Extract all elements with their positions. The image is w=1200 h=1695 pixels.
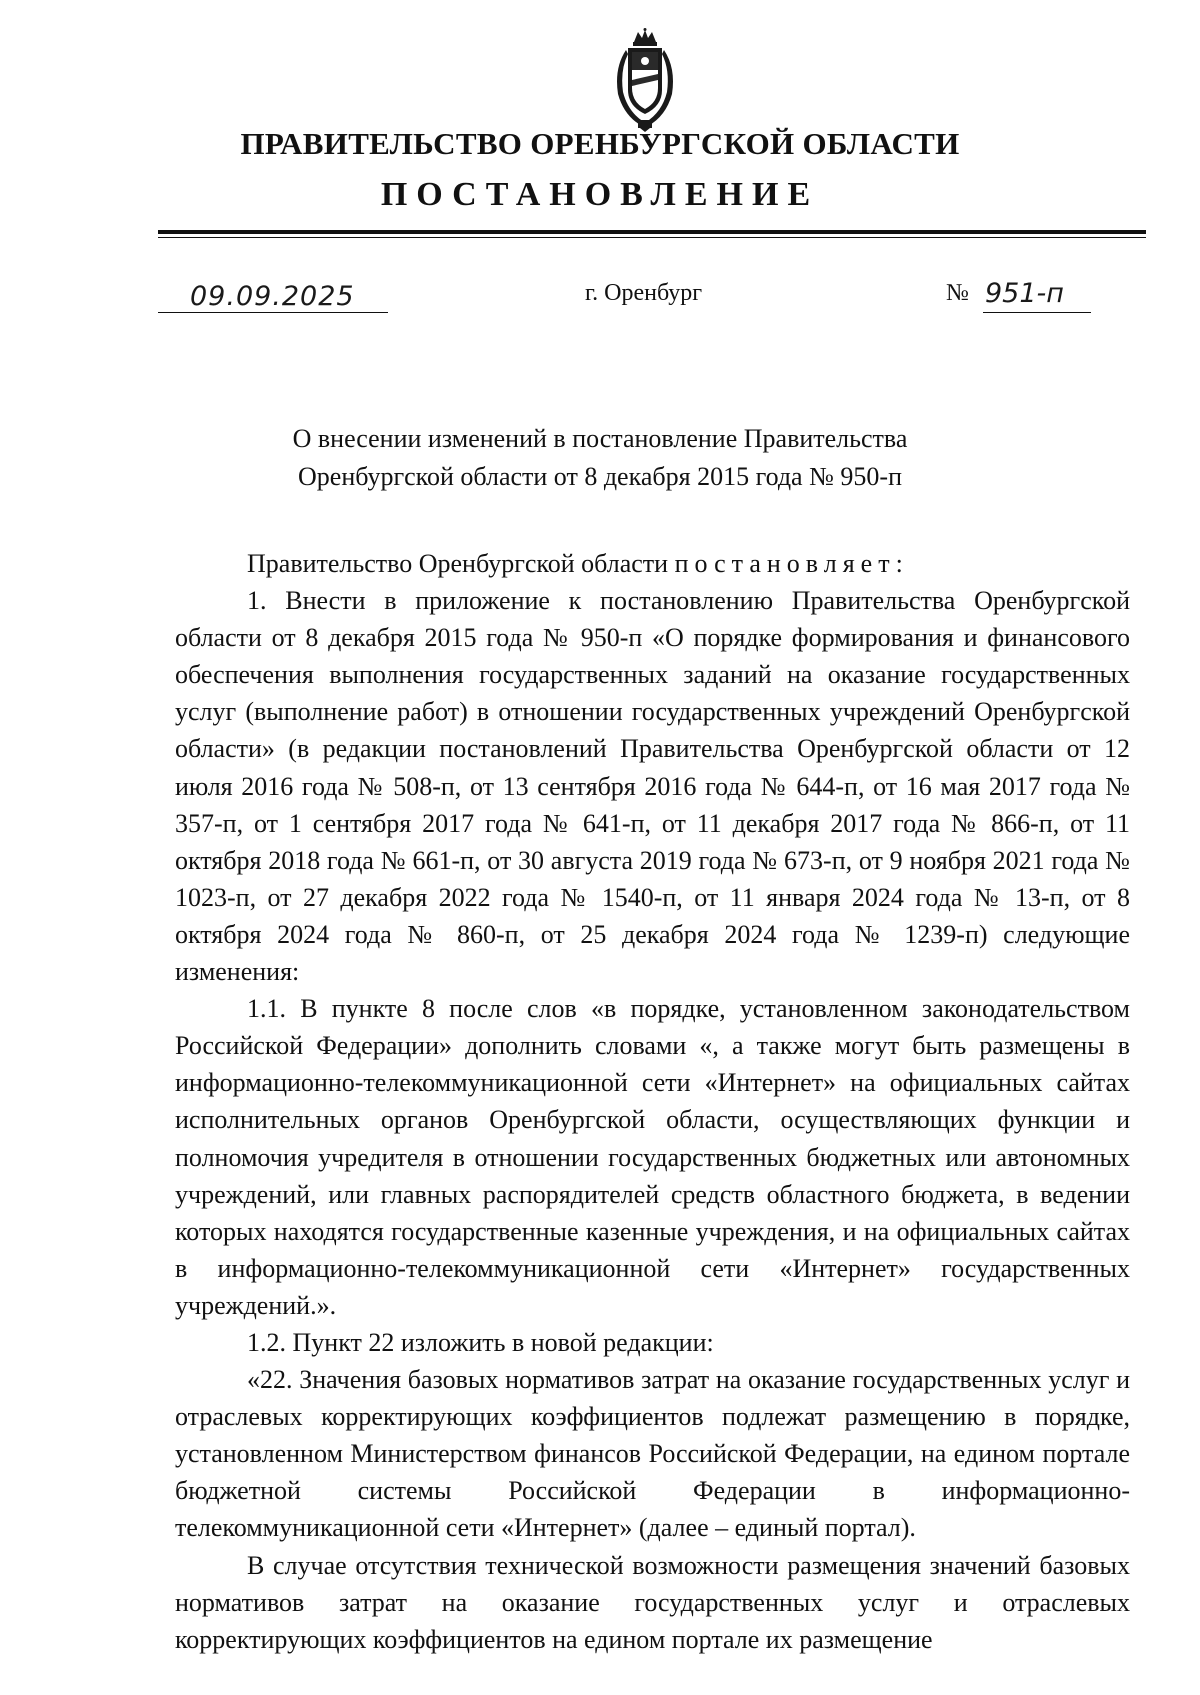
intro-text: Правительство Оренбургской области	[247, 549, 675, 578]
paragraph-22: «22. Значения базовых нормативов затрат на оказание государственных услуг и отраслевых корректирующих коэффициентов подлежат размещению в порядке, установленном Министерством финансов Российской Федерации, на едином портале бюджетной системы Российской Федерации в информационно-телекоммуникационной сети «Интернет» (далее – единый портал).	[175, 1365, 1130, 1543]
date-underline	[158, 312, 388, 313]
document-body	[175, 545, 1130, 1658]
paragraph-1-1: 1.1. В пункте 8 после слов «в порядке, установленном законодательством Российской Федерации» дополнить словами «, а также могут быть размещены в информационно-телекоммуникационной сети «Интернет» на официальных сайтах исполнительных органов Оренбургской области, осуществляющих функции и полномочия учредителя в отношении государственных бюджетных или автономных учреждений, или главных распорядителей средств областного бюджета, в ведении которых находятся государственные казенные учреждения, и на официальных сайтах в информационно-телекоммуникационной сети «Интернет» государственных учреждений.».	[175, 994, 1130, 1320]
paragraph-1: 1. Внести в приложение к постановлению Правительства Оренбургской области от 8 декабря 2015 года № 950-п «О порядке формирования и финансового обеспечения выполнения государственных заданий на оказание государственных услуг (выполнение работ) в отношении государственных учреждений Оренбургской области» (в редакции постановлений Правительства Оренбургской области от 12 июля 2016 года № 508-п, от 13 сентября 2016 года № 644-п, от 16 мая 2017 года № 357-п, от 1 сентября 2017 года № 641-п, от 11 декабря 2017 года № 866-п, от 11 октября 2018 года № 661-п, от 30 августа 2019 года № 673-п, от 9 ноября 2021 года № 1023-п, от 27 декабря 2022 года № 1540-п, от 11 января 2024 года № 13-п, от 8 октября 2024 года № 860-п, от 25 декабря 2024 года № 1239-п) следующие изменения:	[175, 586, 1130, 987]
intro-paragraph	[175, 545, 1130, 582]
number-underline	[983, 312, 1091, 313]
intro-resolves: постановляет:	[674, 549, 909, 578]
government-title: ПРАВИТЕЛЬСТВО ОРЕНБУРГСКОЙ ОБЛАСТИ	[240, 126, 960, 161]
number-sign: №	[946, 280, 969, 306]
handwritten-date: 09.09.2025	[190, 281, 355, 312]
city-label: г. Оренбург	[585, 280, 703, 306]
subject-line: О внесении изменений в постановление Правительства	[292, 424, 908, 453]
coat-of-arms-icon	[604, 28, 686, 132]
document-subject	[0, 420, 1200, 496]
handwritten-number: 951-п	[985, 278, 1064, 309]
header-divider-thin	[158, 237, 1146, 238]
paragraph-1-2: 1.2. Пункт 22 изложить в новой редакции:	[247, 1327, 714, 1357]
header-divider-thick	[158, 230, 1146, 234]
document-type-heading: ПОСТАНОВЛЕНИЕ	[380, 176, 820, 213]
subject-line: Оренбургской области от 8 декабря 2015 года № 950-п	[298, 462, 902, 491]
paragraph-case: В случае отсутствия технической возможности размещения значений базовых нормативов затрат на оказание государственных услуг и отраслевых корректирующих коэффициентов на едином портале их размещение	[175, 1550, 1130, 1654]
